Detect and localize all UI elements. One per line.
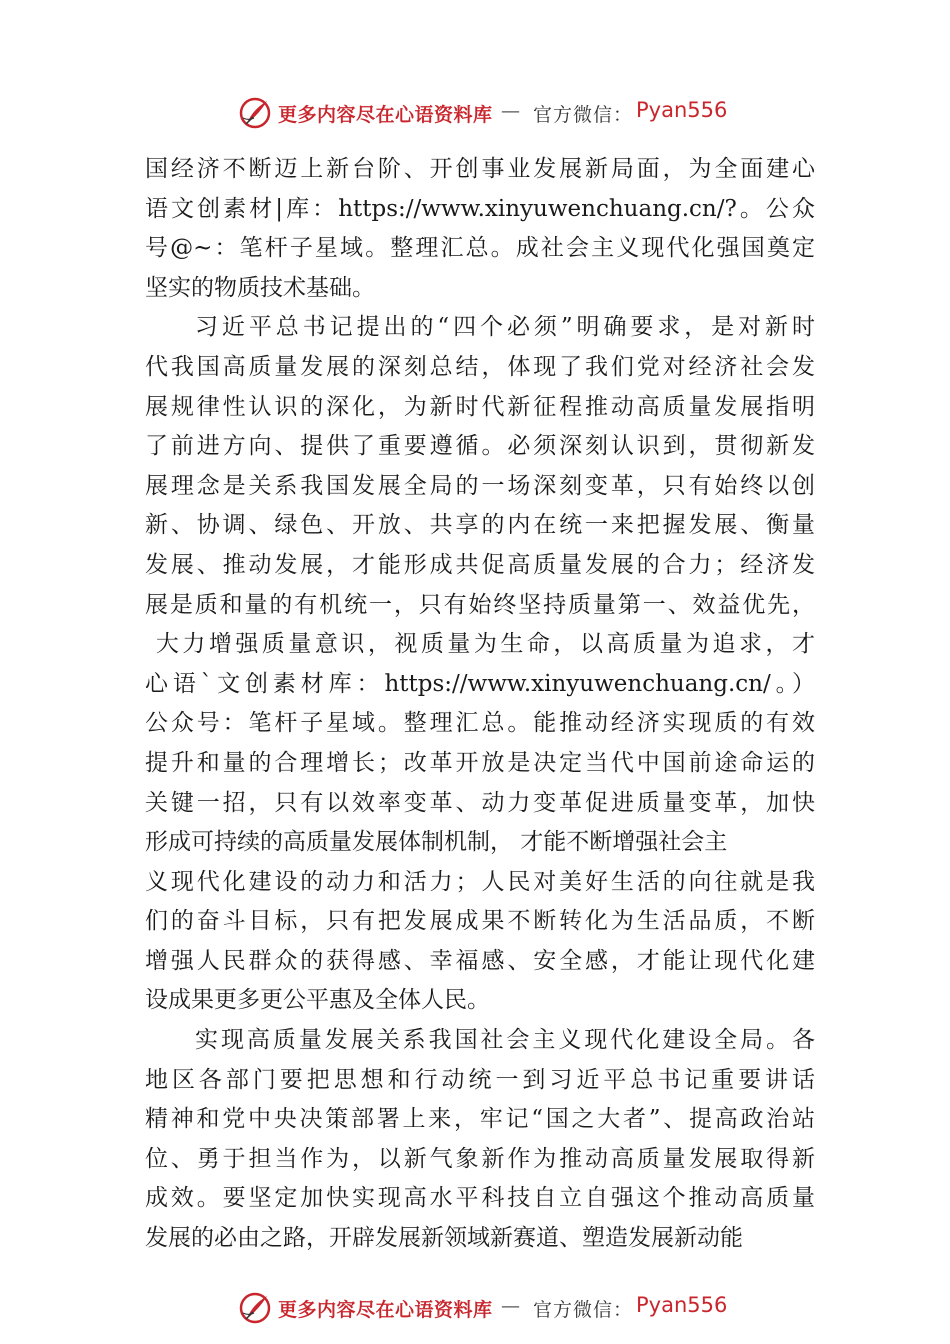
text-line: 设成果更多更公平惠及全体人民。 <box>145 987 490 1014</box>
document-body <box>145 150 815 1259</box>
text-line: 坚实的物质技术基础。 <box>145 274 375 301</box>
text-line: 国经济不断迈上新台阶、开创事业发展新局面，为全面建心 <box>145 156 815 182</box>
text-line: 地区各部门要把思想和行动统一到习近平总书记重要讲话 <box>145 1066 815 1093</box>
feather-pen-logo-icon <box>238 96 272 130</box>
text-line: 提升和量的合理增长；改革开放是决定当代中国前途命运的 <box>145 749 815 776</box>
header-separator: — <box>501 100 520 122</box>
paragraph-start-line: 实现高质量发展关系我国社会主义现代化建设全局。各 <box>195 1027 815 1054</box>
text-line: 展是质和量的有机统一，只有始终坚持质量第一、效益优先， <box>145 591 815 618</box>
text-line: 公众号：笔杆子星域。整理汇总。能推动经济实现质的有效 <box>145 710 815 737</box>
text-line: 发展、推动发展，才能形成共促高质量发展的合力；经济发 <box>145 551 815 578</box>
feather-pen-logo-icon <box>238 1291 272 1325</box>
text-line: 位、勇于担当作为，以新气象新作为推动高质量发展取得新 <box>145 1145 815 1172</box>
text-line: 新、协调、绿色、开放、共享的内在统一来把握发展、衡量 <box>145 512 815 539</box>
header-wechat-label: 官方微信： <box>533 104 634 126</box>
header-wechat-id: Pyan556 <box>636 98 728 122</box>
header-banner <box>0 94 950 134</box>
text-line: 精神和党中央决策部署上来，牢记“国之大者”、提高政治站 <box>145 1106 815 1133</box>
header-brand: 更多内容尽在心语资料库 <box>278 104 493 126</box>
text-line: 关键一招，只有以效率变革、动力变革促进质量变革，加快 <box>145 789 815 816</box>
text-line: 号@~：笔杆子星域。整理汇总。成社会主义现代化强国奠定 <box>145 235 815 262</box>
text-line: 们的奋斗目标，只有把发展成果不断转化为生活品质，不断 <box>145 908 815 935</box>
footer-brand: 更多内容尽在心语资料库 <box>278 1299 493 1321</box>
footer-banner <box>0 1289 950 1329</box>
text-line: 语文创素材|库：https://www.xinyuwenchuang.cn/?。公众 <box>145 195 815 222</box>
footer-wechat-id: Pyan556 <box>636 1293 728 1317</box>
text-line: 发展的必由之路，开辟发展新领域新赛道、塑造发展新动能 <box>145 1225 743 1252</box>
footer-separator: — <box>501 1295 520 1317</box>
text-line: 代我国高质量发展的深刻总结，体现了我们党对经济社会发 <box>145 353 815 380</box>
text-line: 增强人民群众的获得感、幸福感、安全感，才能让现代化建 <box>145 947 815 974</box>
text-line: 了前进方向、提供了重要遵循。必须深刻认识到，贯彻新发 <box>145 433 815 460</box>
text-line: 成效。要坚定加快实现高水平科技自立自强这个推动高质量 <box>145 1185 815 1212</box>
text-line: 义现代化建设的动力和活力；人民对美好生活的向往就是我 <box>145 868 815 895</box>
footer-wechat-label: 官方微信： <box>533 1299 634 1321</box>
text-line: 展规律性认识的深化，为新时代新征程推动高质量发展指明 <box>145 393 815 420</box>
text-line: 心语`文创素材库：https://www.xinyuwenchuang.cn/。） <box>145 670 815 697</box>
text-line: 大力增强质量意识，视质量为生命，以高质量为追求，才 <box>145 631 815 658</box>
text-line: 形成可持续的高质量发展体制机制， 才能不断增强社会主 <box>145 829 728 856</box>
paragraph-start-line: 习近平总书记提出的“四个必须”明确要求，是对新时 <box>195 314 815 341</box>
text-line: 展理念是关系我国发展全局的一场深刻变革，只有始终以创 <box>145 472 815 499</box>
